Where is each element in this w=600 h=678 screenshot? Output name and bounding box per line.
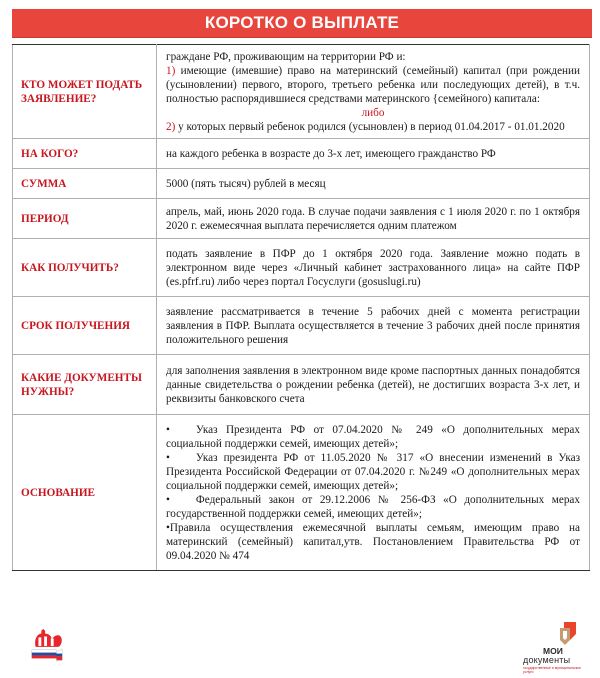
who-item-2	[166, 120, 580, 134]
who-item-1	[166, 64, 580, 106]
table-row-who	[13, 45, 590, 139]
basis-item	[166, 493, 580, 521]
basis-item	[166, 451, 580, 493]
row-label: КТО МОЖЕТ ПОДАТЬ ЗАЯВЛЕНИЕ?	[13, 45, 157, 139]
table-row-how-to-get	[13, 239, 590, 297]
row-value	[157, 415, 590, 571]
dokumenty-label: документы	[523, 655, 571, 665]
services-label: государственные и муниципальные услуги	[523, 666, 581, 674]
row-label: КАК ПОЛУЧИТЬ?	[13, 239, 157, 297]
moi-label: МОИ	[543, 646, 563, 656]
item-text: у которых первый ребенок родился (усыновлен) в период 01.04.2017 - 01.01.2020	[175, 120, 565, 133]
table-row-basis	[13, 415, 590, 571]
item-number: 2)	[166, 120, 176, 133]
info-table	[12, 44, 590, 571]
row-value	[157, 45, 590, 139]
table-row-for-whom	[13, 139, 590, 169]
basis-text: Правила осуществления ежемесячной выплаты семьям, имеющим право на материнский (семейный) капитал,утв. Постановлением Правительства РФ от 09.04.2020 № 474	[166, 521, 580, 562]
who-intro: граждане РФ, проживающим на территории РФ и:	[166, 50, 406, 63]
basis-item	[166, 423, 580, 451]
row-label: КАКИЕ ДОКУМЕНТЫ НУЖНЫ?	[13, 355, 157, 415]
row-value: на каждого ребенка в возрасте до 3-х лет, имеющего гражданство РФ	[157, 139, 590, 169]
row-value: заявление рассматривается в течение 5 рабочих дней с момента регистрации заявления в ПФР. Выплата осуществляется в течение 3 рабочих дней после принятия положительного решения	[157, 297, 590, 355]
basis-text: Федеральный закон от 29.12.2006 № 256-ФЗ «О дополнительных мерах государственной поддержки семей, имеющих детей»;	[166, 493, 580, 520]
bullet-icon: •	[166, 521, 170, 534]
pfr-logo-icon	[28, 626, 66, 664]
table-row-amount	[13, 169, 590, 199]
basis-item	[166, 521, 580, 563]
row-label: СРОК ПОЛУЧЕНИЯ	[13, 297, 157, 355]
table-row-term	[13, 297, 590, 355]
table-row-period	[13, 199, 590, 239]
item-number: 1)	[166, 64, 176, 77]
item-text: имеющие (имевшие) право на материнский (семейный) капитал (при рождении (усыновлении) первого, второго, третьего ребенка или последующих детей), в т.ч. полностью распорядившиеся средствами материнского {семейного) капитала:	[166, 64, 580, 105]
bullet-icon: •	[166, 423, 170, 436]
page-title-banner	[12, 9, 592, 38]
table-row-documents	[13, 355, 590, 415]
row-label: ПЕРИОД	[13, 199, 157, 239]
row-value: для заполнения заявления в электронном виде кроме паспортных данных понадобятся данные свидетельства о рождении ребенка (детей), не достигших возраста 3-х лет, и реквизиты банковского счета	[157, 355, 590, 415]
row-value: подать заявление в ПФР до 1 октября 2020 года. Заявление можно подать в электронном виде через «Личный кабинет застрахованного лица» на сайте ПФР (es.pfrf.ru) либо через портал Госуслуги (gosuslugi.ru)	[157, 239, 590, 297]
basis-text: Указ президента РФ от 11.05.2020 № 317 «О внесении изменений в Указ Президента Российской Федерации от 07.04.2020 г. №249 «О дополнительных мерах социальной поддержки семей, имеющих детей»;	[166, 451, 580, 492]
basis-text: Указ Президента РФ от 07.04.2020 № 249 «О дополнительных мерах социальной поддержки семей, имеющих детей»;	[166, 423, 580, 450]
row-label: НА КОГО?	[13, 139, 157, 169]
row-label: СУММА	[13, 169, 157, 199]
row-label: ОСНОВАНИЕ	[13, 415, 157, 571]
row-value: апрель, май, июнь 2020 года. В случае подачи заявления с 1 июля 2020 г. по 1 октября 2020 г. ежемесячная выплата перечисляется одним платежом	[157, 199, 590, 239]
or-separator: либо	[361, 106, 385, 119]
bullet-icon: •	[166, 451, 170, 464]
row-value: 5000 (пять тысяч) рублей в месяц	[157, 169, 590, 199]
page-title: КОРОТКО О ВЫПЛАТЕ	[204, 13, 400, 32]
bullet-icon: •	[166, 493, 170, 506]
